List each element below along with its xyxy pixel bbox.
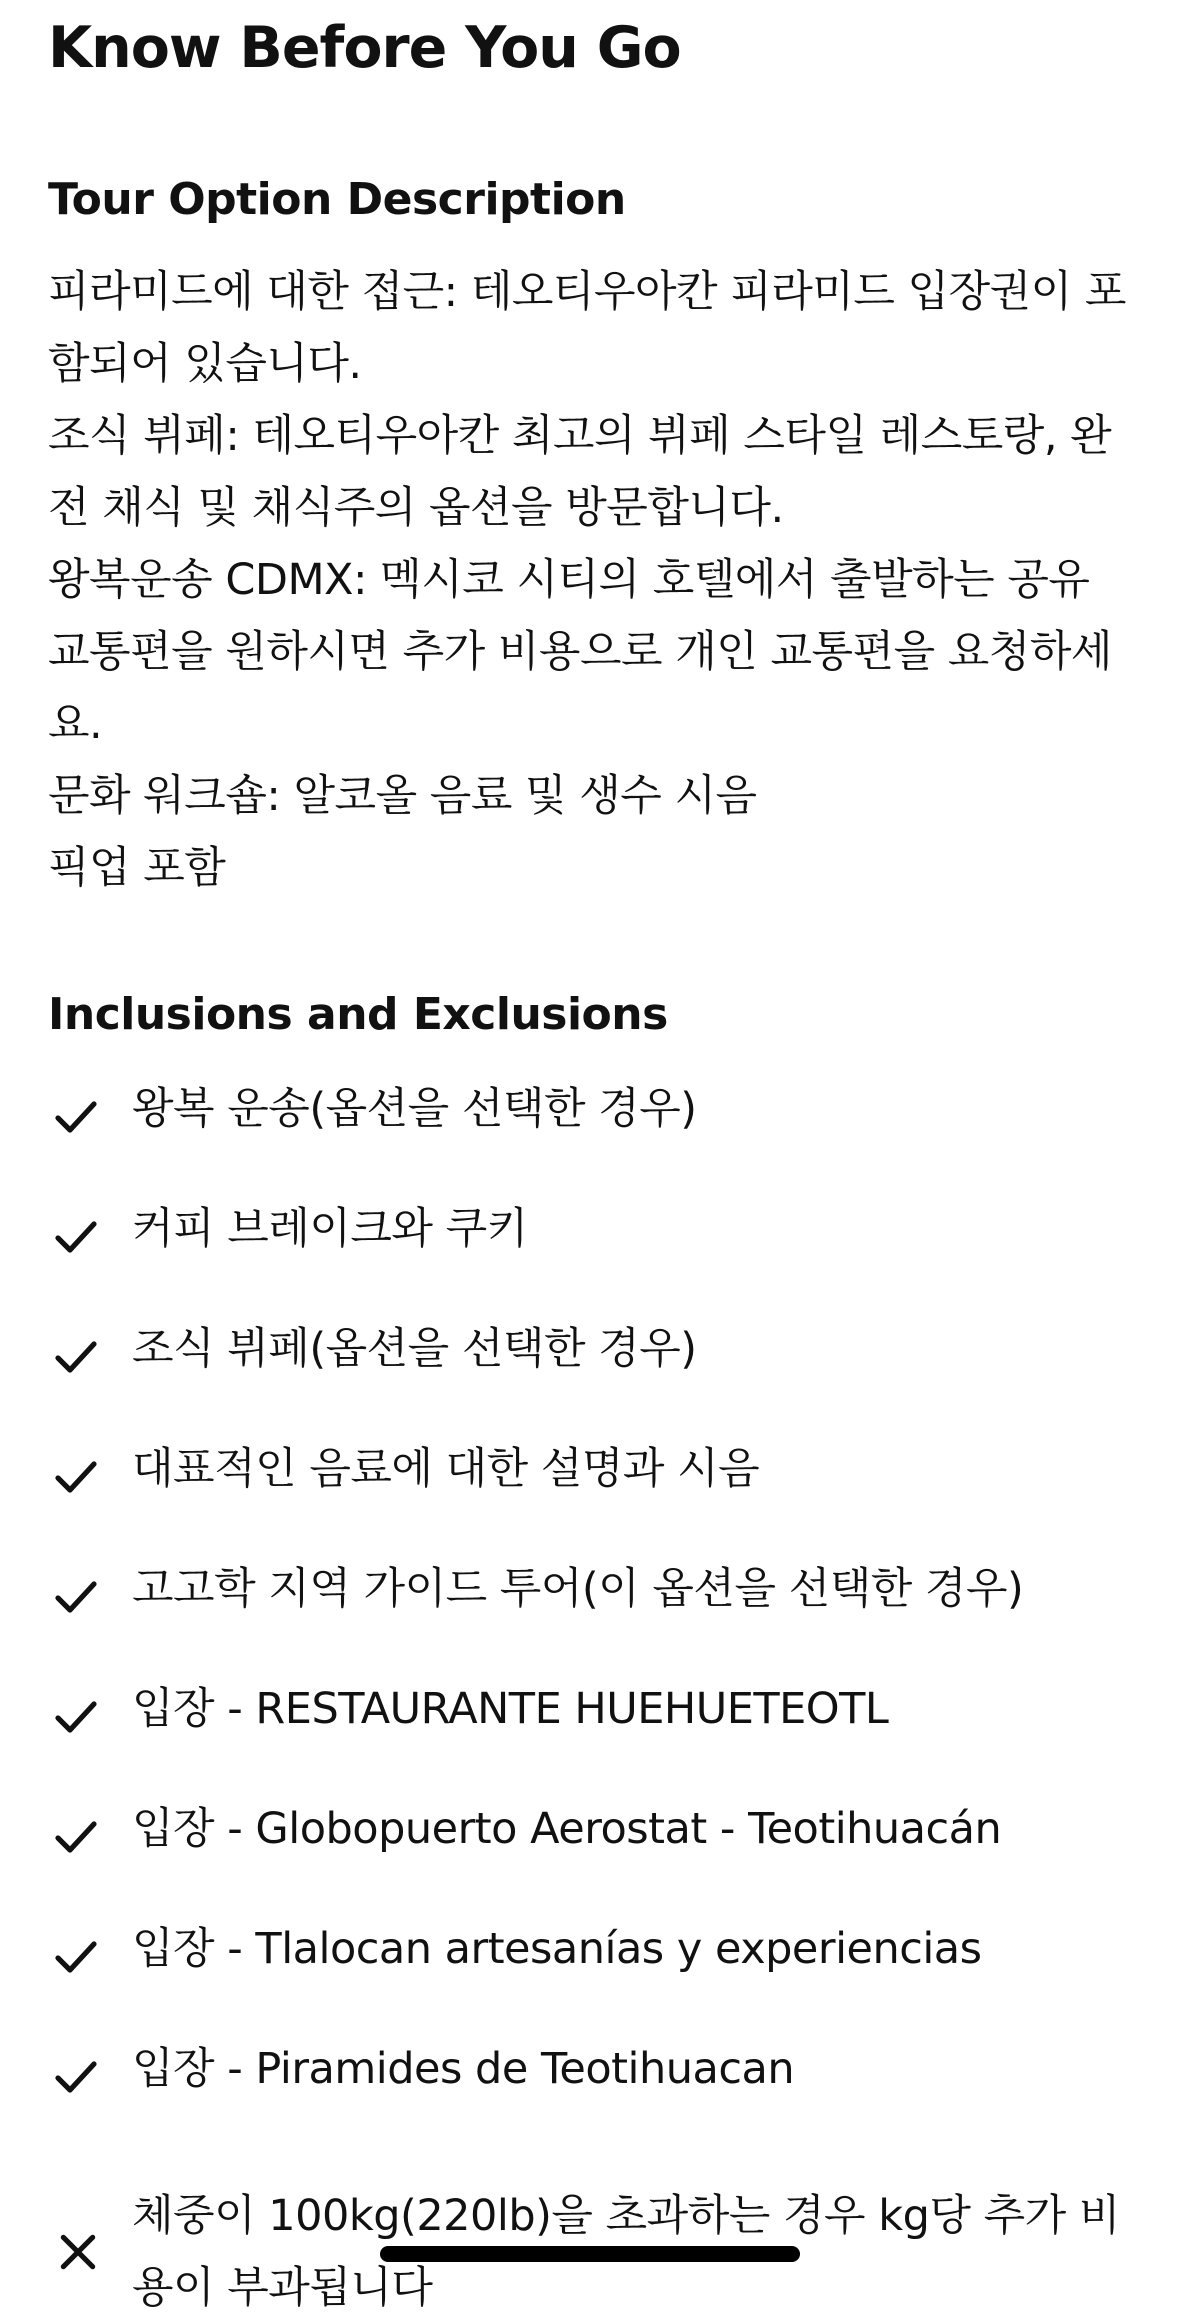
inclusion-item: [0, 1665, 1179, 1785]
inclusion-label: 입장 - Globopuerto Aerostat - Teotihuacán: [132, 1804, 1002, 1854]
page-title: Know Before You Go: [48, 15, 681, 81]
inclusion-label: 입장 - RESTAURANTE HUEHUETEOTL: [132, 1684, 889, 1734]
check-icon: [52, 2053, 100, 2101]
inclusions-list: [0, 1065, 1179, 2145]
close-icon: [56, 2230, 100, 2274]
inclusion-item: [0, 1785, 1179, 1905]
tour-option-description-heading: Tour Option Description: [48, 174, 626, 225]
check-icon: [52, 1693, 100, 1741]
inclusion-label: 대표적인 음료에 대한 설명과 시음: [132, 1444, 760, 1494]
inclusion-label: 고고학 지역 가이드 투어(이 옵션을 선택한 경우): [132, 1564, 1024, 1614]
inclusion-item: [0, 1065, 1179, 1185]
inclusion-label: 왕복 운송(옵션을 선택한 경우): [132, 1084, 697, 1134]
inclusion-item: [0, 2025, 1179, 2145]
inclusion-label: 조식 뷔페(옵션을 선택한 경우): [132, 1324, 697, 1374]
inclusion-item: [0, 1185, 1179, 1305]
check-icon: [52, 1093, 100, 1141]
check-icon: [52, 1213, 100, 1261]
inclusions-exclusions-heading: Inclusions and Exclusions: [48, 989, 668, 1040]
check-icon: [52, 1813, 100, 1861]
inclusion-label: 입장 - Piramides de Teotihuacan: [132, 2044, 795, 2094]
inclusion-label: 커피 브레이크와 쿠키: [132, 1204, 528, 1254]
inclusion-label: 입장 - Tlalocan artesanías y experiencias: [132, 1924, 982, 1974]
tour-option-description-text: 피라미드에 대한 접근: 테오티우아칸 피라미드 입장권이 포함되어 있습니다. 조식 뷔페: 테오티우아칸 최고의 뷔페 스타일 레스토랑, 완전 채식 및 채식주의 옵션을 방문합니다. 왕복운송 CDMX: 멕시코 시티의 호텔에서 출발하는 공유 교통편을 원하시면 추가 비용으로 개인 교통편을 요청하세요. 문화 워크숍: 알코올 음료 및 생수 시음 픽업 포함: [48, 267, 1126, 893]
inclusion-item: [0, 1905, 1179, 2025]
check-icon: [52, 1933, 100, 1981]
inclusion-item: [0, 1545, 1179, 1665]
check-icon: [52, 1573, 100, 1621]
inclusion-item: [0, 1305, 1179, 1425]
inclusion-item: [0, 1425, 1179, 1545]
check-icon: [52, 1453, 100, 1501]
home-indicator[interactable]: [380, 2246, 800, 2262]
exclusion-label: 체중이 100kg(220lb)을 초과하는 경우 kg당 추가 비용이 부과됩니다: [132, 2191, 1120, 2313]
check-icon: [52, 1333, 100, 1381]
